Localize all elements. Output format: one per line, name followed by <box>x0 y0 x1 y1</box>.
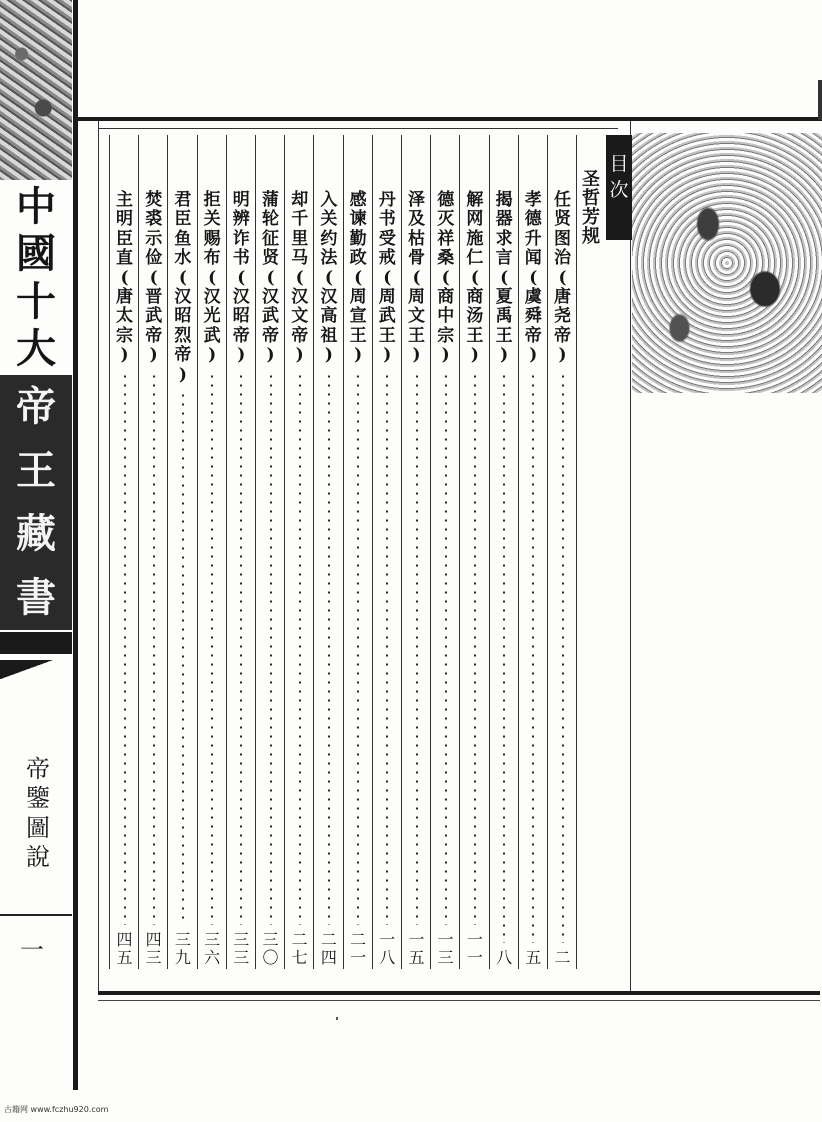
book-title-char: 圖 <box>26 813 50 842</box>
toc-entry-page-char: 九 <box>174 948 191 967</box>
toc-entry-title-char: 宣 <box>349 306 367 327</box>
toc-entry[interactable] <box>372 135 402 969</box>
toc-leader-dots <box>562 372 564 943</box>
toc-entry-title-char: ( <box>383 267 392 288</box>
toc-entry-title-char: 俭 <box>145 248 163 269</box>
toc-entry-title-char: 舜 <box>524 306 542 327</box>
toc-entry-page <box>496 949 512 967</box>
toc-entry-page-char: 二 <box>554 948 571 967</box>
toc-entry-page-char: 二 <box>291 930 308 949</box>
section-heading-char: 芳 <box>582 207 600 228</box>
toc-entry[interactable] <box>284 135 314 969</box>
contents-label-char: 次 <box>609 179 629 201</box>
book-title <box>18 755 58 872</box>
toc-entry-title-char: ( <box>500 267 509 288</box>
toc-entry-title-char: 闻 <box>524 248 542 269</box>
toc-entry-page-char: 三 <box>437 948 454 967</box>
toc-leader-dots <box>124 372 126 925</box>
toc-entry-title-char: 桑 <box>437 248 455 269</box>
toc-entry-title-char: 书 <box>232 248 250 269</box>
collection-title-char: 帝 <box>16 382 56 430</box>
toc-entry-title-char: 仁 <box>466 248 484 269</box>
toc-entry-title-char: 示 <box>145 228 163 249</box>
toc-entry-page-char: 五 <box>408 948 425 967</box>
toc-entry-page-char: 一 <box>350 948 367 967</box>
toc-entry[interactable] <box>109 135 139 969</box>
toc-entry-title-char: 中 <box>437 306 455 327</box>
toc-entry-page-char: 五 <box>525 948 542 967</box>
toc-entry-title-char: 帝 <box>145 325 163 346</box>
toc-entry-title-char: 王 <box>378 325 396 346</box>
toc-entry-title-char: 文 <box>291 306 309 327</box>
spine-band-angled <box>0 660 72 682</box>
toc-entry-title-char: 汉 <box>232 287 250 308</box>
toc-entry-title-char: 鱼 <box>174 228 192 249</box>
toc-entry-title <box>553 191 573 366</box>
book-title-char: 鑒 <box>26 784 50 813</box>
toc-entry-title-char: ) <box>441 345 450 366</box>
page-number: 一 <box>20 936 44 964</box>
toc-entry-title-char: 武 <box>145 306 163 327</box>
toc-entry-title-char: 直 <box>116 248 133 269</box>
toc-entry-title-char: 昭 <box>232 306 250 327</box>
toc-entry-title-char: 虞 <box>524 287 542 308</box>
toc-entry-title-char: 关 <box>320 209 338 230</box>
toc-entry-title-char: 水 <box>174 248 192 269</box>
toc-entry-title-char: 千 <box>291 209 309 230</box>
section-heading-char: 圣 <box>582 169 600 190</box>
toc-entry-title-char: 灭 <box>437 209 455 230</box>
toc-entry-title-char: 布 <box>203 248 221 269</box>
toc-entry-title-char: ( <box>470 267 479 288</box>
toc-entry-page-char: 三 <box>233 930 250 949</box>
toc-entry-title-char: 唐 <box>116 287 133 308</box>
toc-entry-title-char: 高 <box>320 306 338 327</box>
toc-entry-title-char: 网 <box>466 209 484 230</box>
toc-leader-dots <box>474 372 476 925</box>
toc-leader-dots <box>357 372 359 925</box>
toc-entry-title-char: 及 <box>408 209 425 230</box>
toc-entry-title-char: 约 <box>320 228 338 249</box>
toc-entry-page <box>175 931 191 967</box>
toc-entry-page-char: 二 <box>350 930 367 949</box>
series-title-char: 國 <box>16 231 56 278</box>
collection-title-char: 書 <box>16 574 56 622</box>
book-title-char: 說 <box>26 842 50 871</box>
collection-title-char: 藏 <box>16 510 56 558</box>
toc-entry-title-char: 王 <box>466 325 484 346</box>
toc-entry-title-char: 泽 <box>408 190 425 210</box>
toc-leader-dots <box>299 372 301 925</box>
toc-entry-title <box>319 191 339 366</box>
toc-entry-title-char: 光 <box>203 306 221 327</box>
toc-entry-title-char: 宗 <box>116 325 133 346</box>
toc-entry-page-char: 三 <box>174 930 191 949</box>
toc-entry-title <box>436 191 456 366</box>
toc-entry-title-char: ( <box>120 267 129 288</box>
toc-entry-title-char: 裘 <box>145 209 163 230</box>
toc-entry-page-char: 六 <box>204 948 221 967</box>
toc-entry-page <box>292 931 308 967</box>
toc-entry-title-char: ( <box>237 267 246 288</box>
toc-entry-title-char: 汤 <box>466 306 484 327</box>
toc-entry-title-char: ( <box>441 267 450 288</box>
toc-entry-title <box>348 191 368 366</box>
series-title-char: 十 <box>16 278 56 325</box>
toc-entry-page-char: 一 <box>408 930 425 949</box>
toc-entry-title-char: 丹 <box>378 190 396 210</box>
toc-entry-title-char: ( <box>295 267 304 288</box>
toc-entry[interactable] <box>255 135 285 969</box>
toc-entry-title-char: 轮 <box>262 209 279 230</box>
collection-title-char: 王 <box>16 446 56 494</box>
series-title-char: 中 <box>16 183 56 230</box>
toc-entry-title-char: ) <box>266 345 275 366</box>
toc-entry-title-char: ) <box>558 345 567 366</box>
toc-entry-title-char: 臣 <box>116 228 133 249</box>
toc-entry-title-char: ( <box>178 267 187 288</box>
toc-entry-title-char: 辨 <box>232 209 250 230</box>
toc-entry-title-char: 谏 <box>349 209 367 230</box>
footer-watermark: 古籍网 www.fczhu920.com <box>4 1105 109 1114</box>
toc-entry-title-char: 诈 <box>232 228 250 249</box>
toc-entry-title-char: 政 <box>349 248 367 269</box>
toc-entry[interactable] <box>547 135 577 969</box>
toc-entry-page-char: 一 <box>379 930 396 949</box>
toc-entry-title-char: 汉 <box>203 287 221 308</box>
toc-entry-title <box>523 191 543 366</box>
frame-bottom-rule <box>98 991 820 995</box>
toc-entry-title-char: 汉 <box>174 287 192 308</box>
toc-entry-title-char: 贤 <box>554 209 571 230</box>
toc-entry-title-char: 商 <box>437 287 455 308</box>
toc-entry-title-char: ) <box>295 345 304 366</box>
toc-entry-title-char: 德 <box>437 190 455 210</box>
toc-entry-page-char: 五 <box>116 948 133 967</box>
toc-entry-title-char: 枯 <box>408 228 425 249</box>
toc-entry-page-char: 四 <box>145 930 162 949</box>
toc-entry-title-char: 图 <box>554 228 571 249</box>
toc-entry-title-char: ( <box>266 267 275 288</box>
toc-entry-title-char: 祥 <box>437 228 455 249</box>
toc-entry-title-char: 书 <box>378 209 396 230</box>
spine-divider <box>73 0 78 1090</box>
toc-entry-page-char: 一 <box>437 930 454 949</box>
toc-entry-title-char: 帝 <box>554 325 571 346</box>
frame-inner-left <box>98 121 99 991</box>
toc-entry-page <box>525 949 541 967</box>
toc-entry-title-char: 晋 <box>145 287 163 308</box>
toc-entry-page <box>408 931 424 967</box>
toc-entry-title-char: 主 <box>116 190 133 210</box>
toc-entry-page-char: 一 <box>466 930 483 949</box>
toc-entry[interactable] <box>226 135 256 969</box>
toc-entry-title-char: ( <box>558 267 567 288</box>
section-heading-column <box>576 135 607 969</box>
toc-entry-title-char: 祖 <box>320 325 338 346</box>
toc-leader-dots <box>416 372 418 925</box>
section-heading-char: 哲 <box>582 188 600 209</box>
toc-entry-title-char: 入 <box>320 190 338 210</box>
toc-entry-title-char: 明 <box>232 190 250 210</box>
toc-entry[interactable] <box>518 135 548 969</box>
toc-entry-title-char: 帝 <box>524 325 542 346</box>
toc-entry-page-char: 四 <box>320 948 337 967</box>
toc-leader-dots <box>211 372 213 925</box>
toc-entry-title <box>144 191 164 366</box>
spine-band <box>0 632 72 654</box>
toc-leader-dots <box>445 372 447 925</box>
toc-entry-title-char: 揭 <box>495 190 513 210</box>
toc-entry-title-char: 受 <box>378 228 396 249</box>
toc-entry-title-char: 拒 <box>203 190 221 210</box>
toc-entry-title-char: ( <box>324 267 333 288</box>
toc-entry-title-char: 尧 <box>554 306 571 327</box>
toc-entry-title-char: 君 <box>174 190 192 210</box>
toc-leader-dots <box>182 391 184 925</box>
toc-leader-dots <box>270 372 272 925</box>
toc-entry-title-char: ) <box>149 345 158 366</box>
frame-inner-top <box>98 128 618 129</box>
toc-entry-title-char: ( <box>529 267 538 288</box>
toc-entry-title-char: 汉 <box>320 287 338 308</box>
toc-entry-title-char: ) <box>208 345 217 366</box>
toc-entry-title <box>115 191 135 366</box>
toc-entry-title-char: ) <box>470 345 479 366</box>
toc-entry-title-char: 汉 <box>291 287 309 308</box>
toc-entry-title-char: 武 <box>203 325 221 346</box>
toc-entry-title <box>494 191 514 366</box>
toc-entry-title-char: 孝 <box>524 190 542 210</box>
toc-entry-page <box>467 931 483 967</box>
toc-entry-title-char: 戒 <box>378 248 396 269</box>
toc-entry-title-char: ) <box>412 345 421 366</box>
toc-entry-page-char: 〇 <box>262 948 279 967</box>
toc-entry-page-char: 三 <box>233 948 250 967</box>
toc-entry-page-char: 三 <box>262 930 279 949</box>
toc-entry-title-char: 却 <box>291 190 309 210</box>
toc-entry-page <box>204 931 220 967</box>
toc-entry-title-char: 周 <box>408 287 425 308</box>
toc-entry-title-char: 周 <box>378 287 396 308</box>
toc-entry-page-char: 三 <box>145 948 162 967</box>
toc-entry-title-char: 器 <box>495 209 513 230</box>
toc-entry-title-char: 骨 <box>408 248 425 269</box>
collection-title <box>0 375 72 630</box>
toc-entry-title-char: 感 <box>349 190 367 210</box>
toc-entry[interactable] <box>459 135 489 969</box>
toc-entry-title-char: 臣 <box>174 209 192 230</box>
book-title-char: 帝 <box>26 755 50 783</box>
toc-leader-dots <box>532 372 534 943</box>
toc-leader-dots <box>328 372 330 925</box>
toc-entry-title-char: 征 <box>262 228 279 249</box>
toc-entry-title-char: ) <box>383 345 392 366</box>
toc-entry[interactable] <box>430 135 460 969</box>
toc-entry-title-char: 求 <box>495 228 513 249</box>
toc-entry-title-char: 武 <box>262 306 279 327</box>
toc-entry-title-char: 勤 <box>349 228 367 249</box>
toc-entry-title-char: ( <box>354 267 363 288</box>
toc-entry-title-char: 文 <box>408 306 425 327</box>
toc-entry-page-char: 三 <box>204 930 221 949</box>
toc-entry-page-char: 四 <box>116 930 133 949</box>
spine-dragon-ornament <box>0 0 72 180</box>
contents-label <box>606 135 632 240</box>
toc-entry-title-char: 德 <box>524 209 542 230</box>
toc-entry-page-char: 七 <box>291 948 308 967</box>
toc-entry-title <box>231 191 251 366</box>
toc-entry-page-char: 八 <box>379 948 396 967</box>
frame-top-rule <box>78 117 822 121</box>
toc-entry-title-char: 马 <box>291 248 309 269</box>
toc-entry-title-char: 焚 <box>145 190 163 210</box>
toc-entry-title-char: 蒲 <box>262 190 279 210</box>
toc-entry-title-char: 宗 <box>437 325 455 346</box>
toc-entry-title-char: 帝 <box>262 325 279 346</box>
toc-entry-title-char: 治 <box>554 248 571 269</box>
toc-entry-title-char: 烈 <box>174 325 192 346</box>
toc-entry-page <box>438 931 454 967</box>
toc-entry-title-char: ) <box>529 345 538 366</box>
toc-entry-title-char: 贤 <box>262 248 279 269</box>
toc-entry-page-char: 八 <box>496 948 513 967</box>
toc-leader-dots <box>153 372 155 925</box>
toc-entry-title-char: 王 <box>408 325 425 346</box>
spine-rule <box>0 914 72 916</box>
toc-entry[interactable] <box>489 135 519 969</box>
toc-entry-title-char: 太 <box>116 306 133 327</box>
toc-entry-title <box>377 191 397 366</box>
toc-entry-title-char: 王 <box>495 325 513 346</box>
toc-leader-dots <box>386 372 388 925</box>
series-title-char: 大 <box>16 326 56 373</box>
toc-entry-title-char: 关 <box>203 209 221 230</box>
toc-entry-title-char: 昭 <box>174 306 192 327</box>
toc-entry-page <box>554 949 570 967</box>
toc-entry-page <box>262 931 278 967</box>
toc-entry[interactable] <box>343 135 373 969</box>
toc-entry-title-char: 解 <box>466 190 484 210</box>
toc-entry-title-char: 汉 <box>262 287 279 308</box>
toc-entry-title-char: 施 <box>466 228 484 249</box>
toc-entry[interactable] <box>197 135 227 969</box>
toc-entry-title-char: 赐 <box>203 228 221 249</box>
toc-entry-title-char: 唐 <box>554 287 571 308</box>
toc-entry-title-char: ) <box>500 345 509 366</box>
section-heading-char: 规 <box>582 226 600 247</box>
toc-entry-title <box>173 191 193 385</box>
toc-entry-title-char: 里 <box>291 228 309 249</box>
toc-entry-title-char: ) <box>237 345 246 366</box>
toc-entry-page <box>350 931 366 967</box>
toc-entry-title-char: 帝 <box>291 325 309 346</box>
toc-entry[interactable] <box>138 135 168 969</box>
scan-speck <box>336 1017 338 1020</box>
toc-entry-title-char: 禹 <box>495 306 513 327</box>
toc-entry-page <box>321 931 337 967</box>
toc-entry-title <box>202 191 222 366</box>
toc-entry-title-char: ) <box>324 345 333 366</box>
toc-entry-title-char: ) <box>120 345 129 366</box>
toc-entry-title-char: 周 <box>349 287 367 308</box>
toc-entry-title-char: 王 <box>349 325 367 346</box>
toc-leader-dots <box>240 372 242 925</box>
toc-entry-title-char: 武 <box>378 306 396 327</box>
frame-right-rule <box>818 80 822 120</box>
toc-entry-page-char: 一 <box>466 948 483 967</box>
dragon-illustration <box>632 133 822 393</box>
section-heading <box>580 170 602 246</box>
toc-entry-title-char: ) <box>354 345 363 366</box>
toc-entry-title-char: ( <box>208 267 217 288</box>
toc-entry[interactable] <box>401 135 431 969</box>
toc-entry-title-char: 夏 <box>495 287 513 308</box>
toc-entry-page <box>379 931 395 967</box>
toc-entry-title-char: 任 <box>554 190 571 210</box>
toc-entry-title-char: ) <box>178 364 187 385</box>
toc-entry-title <box>407 191 427 366</box>
toc-entry-title <box>261 191 281 366</box>
toc-entry-page <box>116 931 132 967</box>
toc-entry-title-char: 升 <box>524 228 542 249</box>
toc-entry-title <box>290 191 310 366</box>
toc-entry-title-char: 帝 <box>232 325 250 346</box>
toc-entry-title-char: 法 <box>320 248 338 269</box>
toc-entry[interactable] <box>167 135 197 969</box>
toc-entry-page <box>146 931 162 967</box>
series-title <box>0 183 72 373</box>
toc-leader-dots <box>503 372 505 943</box>
frame-inner-right <box>630 121 631 991</box>
toc-entry-title <box>465 191 485 366</box>
toc-entry-title-char: 商 <box>466 287 484 308</box>
contents-label-char: 目 <box>609 153 629 175</box>
toc-entry-title-char: 帝 <box>174 345 192 366</box>
toc-entry-title-char: 明 <box>116 209 133 230</box>
frame-bottom-thin-rule <box>98 1000 820 1001</box>
toc-entry-page <box>233 931 249 967</box>
toc-entry-title-char: ( <box>149 267 158 288</box>
toc-entry-page-char: 二 <box>320 930 337 949</box>
toc-entry-title-char: 言 <box>495 248 513 269</box>
toc-entry-title-char: ( <box>412 267 421 288</box>
toc-entry[interactable] <box>313 135 343 969</box>
